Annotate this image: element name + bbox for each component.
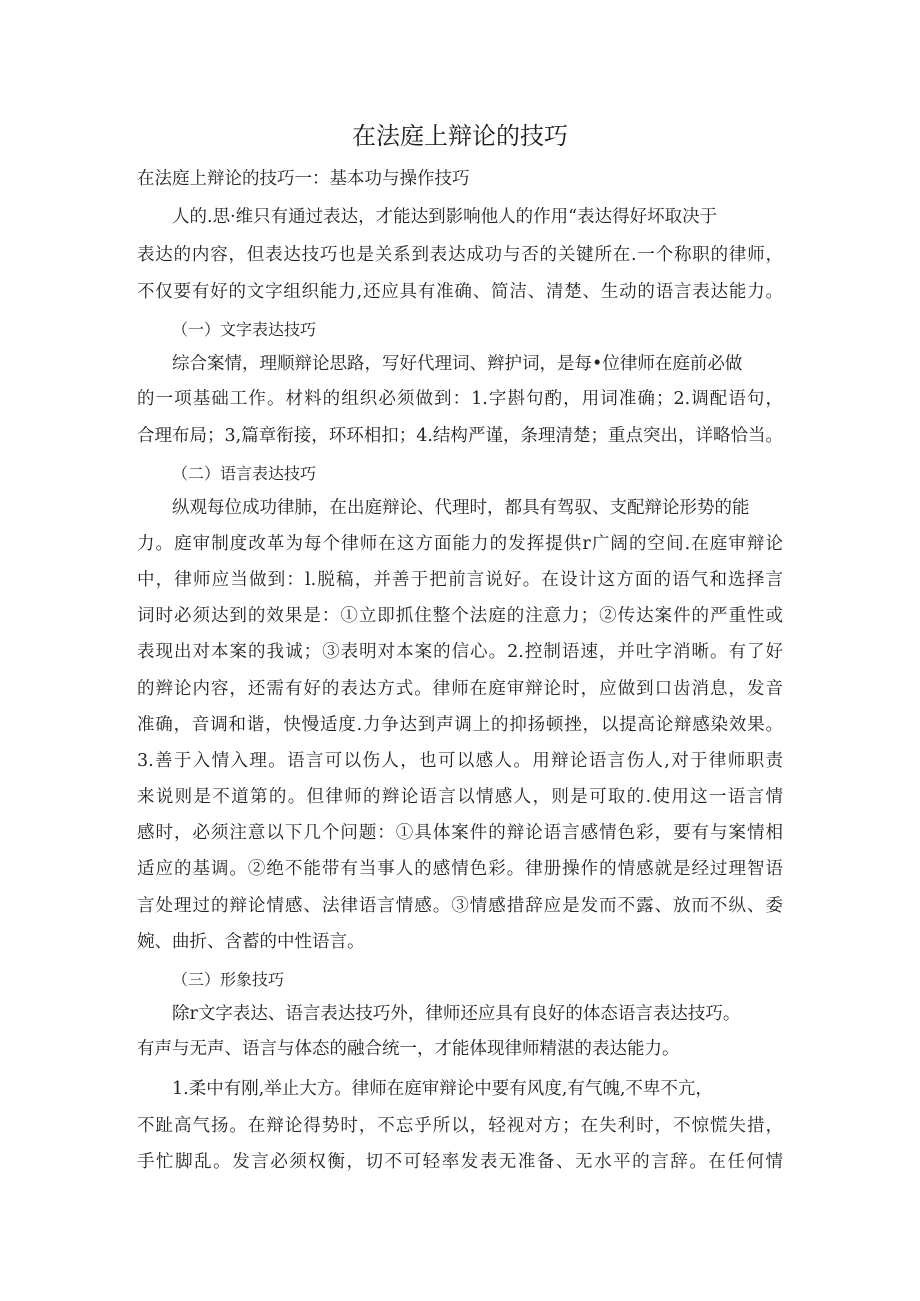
paragraph-line: 中，律师应当做到：l.脱稿，并善于把前言说好。在设计这方面的语气和选择言	[137, 570, 783, 590]
paragraph-line: 综合案情，理顺辩论思路，写好代理词、辫护词，是每•位律师在庭前必做	[172, 354, 743, 374]
paragraph-line: 力。庭审制度改革为每个律师在这方面能力的发挥提供r广阔的空间.在庭审辩论	[137, 534, 783, 554]
paragraph-line: 表现出对本案的我诚；③表明对本案的信心。2.控制语速，并吐字消晰。有了好	[137, 642, 783, 662]
paragraph-line: 1.柔中有刚,举止大方。律师在庭审辩论中要有风度,有气魄,不卑不亢，	[172, 1079, 713, 1099]
document-subtitle: 在法庭上辩论的技巧一：基本功与操作技巧	[137, 169, 470, 189]
paragraph-line: 人的.思·维只有通过表达，才能达到影响他人的作用“表达得好坏取决于	[172, 207, 718, 227]
paragraph-line: 婉、曲折、含蓄的中性语言。	[137, 932, 365, 952]
page-title: 在法庭上辩论的技巧	[352, 122, 568, 150]
paragraph-line: 词时必须达到的效果是：①立即抓住整个法庭的注意力；②传达案件的严重性或	[137, 606, 783, 626]
section-heading: （二）语言表达技巧	[172, 464, 317, 483]
paragraph-line: 的辫论内容，还需有好的表达方式。律师在庭审辩论时，应做到口齿消息，发音	[137, 679, 783, 699]
paragraph-line: 纵观每位成功律肺，在出庭辩论、代理时，都具有驾驭、支配辩论形势的能	[172, 498, 750, 518]
paragraph-line: 适应的基调。②绝不能带有当事人的感情色彩。律册操作的情感就是经过理智语	[137, 859, 783, 879]
paragraph-line: 表达的内容，但表达技巧也是关系到表达成功与否的关键所在.一个称职的律师，	[137, 245, 783, 265]
paragraph-line: 有声与无声、语言与体态的融合统一，才能体现律师精湛的表达能力。	[137, 1039, 680, 1059]
paragraph-line: 言处理过的辩论情感、法律语言情感。③情感措辞应是发而不露、放而不纵、委	[137, 896, 783, 916]
paragraph-line: 来说则是不道第的。但律师的辫论语言以情感人，则是可取的.使用这一语言情	[137, 787, 783, 807]
paragraph-line: 除r文字表达、语言表达技巧外，律师还应具有良好的体态语言表达技巧。	[172, 1004, 741, 1024]
paragraph-line: 手忙脚乱。发言必须权衡，切不可轻率发表无准备、无水平的言辞。在任何情	[137, 1152, 783, 1172]
section-heading: （一）文字表达技巧	[172, 320, 317, 339]
paragraph-line: 3.善于入情入理。语言可以伤人，也可以感人。用辩论语言伤人,对于律师职责	[137, 751, 783, 771]
paragraph-line: 不趾高气扬。在辩论得势时，不忘乎所以，轻视对方；在失利时，不惊慌失措，	[137, 1116, 783, 1136]
paragraph-line: 的一项基础工作。材料的组织必须做到：1.字斟句酌，用词准确；2.调配语句，	[137, 389, 783, 409]
paragraph-line: 不仅要有好的文字组织能力,还应具有准确、简洁、清楚、生动的语言表达能力。	[137, 282, 783, 302]
paragraph-line: 感时，必须注意以下几个问题：①具体案件的辩论语言感情色彩，要有与案情相	[137, 823, 783, 843]
paragraph-line: 准确，音调和谐，快慢适度.力争达到声调上的抑扬顿挫，以提高论辩感染效果。	[137, 715, 783, 735]
paragraph-line: 合理布局；3,篇章衔接，环环相扣；4.结构严谨，条理清楚；重点突出，详略恰当。	[137, 426, 783, 446]
section-heading: （三）形象技巧	[172, 970, 285, 989]
